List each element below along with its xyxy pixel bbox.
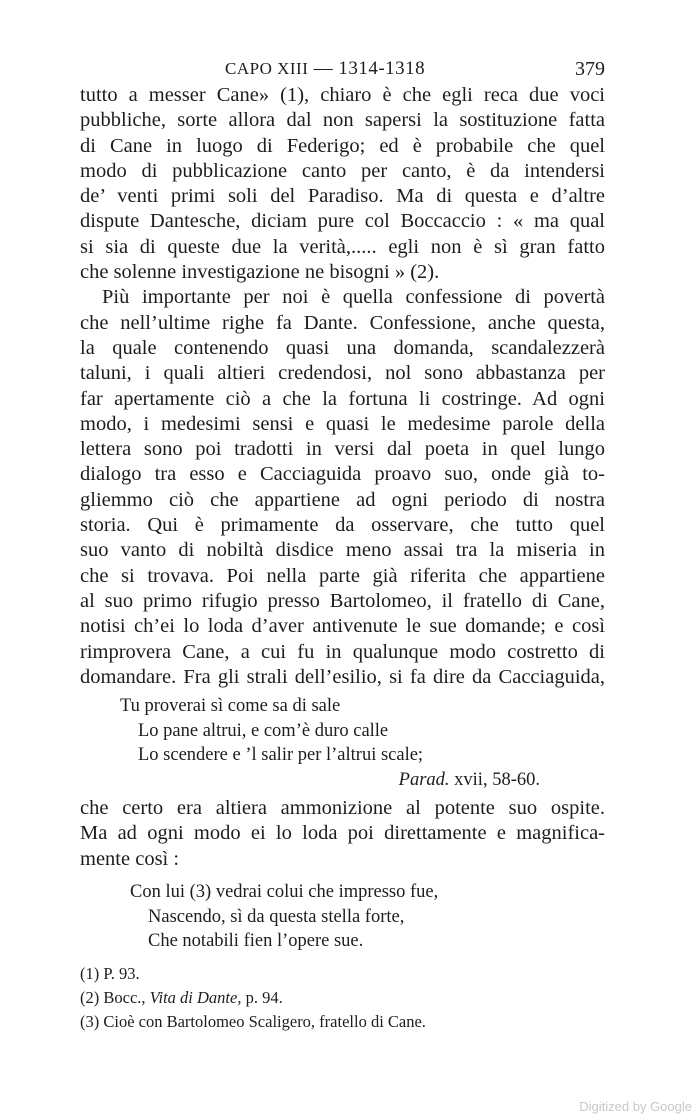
scan-watermark: Digitized by Google	[579, 1099, 692, 1114]
text-line: domandare. Fra gli strali dell’esilio, si fa dire da Cacciaguida,	[80, 665, 605, 688]
reference-location: xvii, 58-60.	[454, 769, 540, 790]
main-text-continued	[80, 796, 605, 872]
chapter-label: CAPO XIII	[225, 59, 309, 78]
verse-reference	[120, 768, 540, 793]
verse-line: Tu proverai sì come sa di sale	[120, 696, 341, 716]
text-line: di Cane in luogo di Federigo; ed è probabile che quel	[80, 134, 605, 157]
text-line: rimprovera Cane, a cui fu in qualunque modo costretto di	[80, 640, 605, 663]
text-line: storia. Qui è primamente da osservare, che tutto quel	[80, 514, 605, 537]
footnote-2	[80, 986, 605, 1010]
text-line: modo di pubblicazione canto per canto, è da intendersi	[80, 159, 605, 182]
text-line: far apertamente ciò a che la fortuna li costringe. Ad ogni	[80, 387, 605, 410]
text-line: dispute Dantesche, diciam pure col Boccaccio : « ma qual	[80, 210, 605, 233]
text-line: tutto a messer Cane» (1), chiaro è che egli reca due voci	[80, 84, 605, 106]
footnote-1: (1) P. 93.	[80, 964, 140, 983]
text-line: suo vanto di nobiltà disdice meno assai tra la miseria in	[80, 539, 605, 562]
paragraph-1	[80, 83, 605, 285]
verse-line: Nascendo, sì da questa stella forte,	[148, 906, 405, 927]
footnote-3: (3) Cioè con Bartolomeo Scaligero, fratello di Cane.	[80, 1012, 426, 1031]
verse-quotation-1	[120, 694, 540, 792]
text-line: al suo primo rifugio presso Bartolomeo, il fratello di Cane,	[80, 589, 605, 612]
text-line: notisi ch’ei lo loda d’aver antivenute le sue domande; e così	[80, 615, 605, 638]
page-number: 379	[575, 58, 605, 80]
text-line: Ma ad ogni modo ei lo loda poi direttamente e magnifica-	[80, 822, 605, 845]
reference-work: Parad.	[398, 769, 450, 790]
paragraph-2	[80, 285, 605, 690]
text-line: taluni, i quali altieri credendosi, nol sono abbastanza per	[80, 362, 605, 385]
text-line: pubbliche, sorte allora dal non sapersi la sostituzione fatta	[80, 109, 605, 132]
text-line: Più importante per noi è quella confessione di povertà	[102, 286, 605, 309]
text-line: de’ venti primi soli del Paradiso. Ma di questa e d’altre	[80, 185, 605, 208]
verse-line: Lo pane altrui, e com’è duro calle	[138, 720, 389, 741]
footnote-2-title: Vita di Dante,	[149, 988, 242, 1007]
text-line: lettera sono poi tradotti in versi dal poeta in quel lungo	[80, 438, 605, 461]
verse-quotation-2	[130, 880, 550, 954]
text-line: si sia di queste due la verità,..... egli non è sì gran fatto	[80, 235, 605, 258]
footnote-2-source: (2) Bocc.,	[80, 988, 146, 1007]
text-line: che solenne investigazione ne bisogni » (2).	[80, 261, 440, 284]
running-header	[225, 56, 605, 82]
verse-line: Lo scendere e ’l salir per l’altrui scale;	[138, 745, 424, 765]
text-line: mente così :	[80, 847, 180, 870]
main-text	[80, 83, 605, 690]
text-line: la quale contenendo quasi una domanda, scandalezzerà	[80, 336, 605, 359]
chapter-years: — 1314-1318	[313, 58, 426, 79]
text-line: dialogo tra esso e Cacciaguida proavo suo, onde già to-	[80, 463, 605, 486]
text-line: modo, i medesimi sensi e quasi le medesime parole della	[80, 412, 605, 435]
text-line: che certo era altiera ammonizione al potente suo ospite.	[80, 797, 605, 819]
footnotes	[80, 962, 605, 1034]
verse-line: Con lui (3) vedrai colui che impresso fue,	[130, 882, 439, 902]
chapter-heading	[225, 56, 425, 82]
verse-line: Che notabili fien l’opere sue.	[148, 931, 364, 951]
text-line: gliemmo ciò che appartiene ad ogni periodo di nostra	[80, 488, 605, 511]
footnote-2-page: p. 94.	[245, 988, 283, 1007]
text-line: che nell’ultime righe fa Dante. Confessione, anche questa,	[80, 311, 605, 334]
text-line: che si trovava. Poi nella parte già riferita che appartiene	[80, 564, 605, 587]
